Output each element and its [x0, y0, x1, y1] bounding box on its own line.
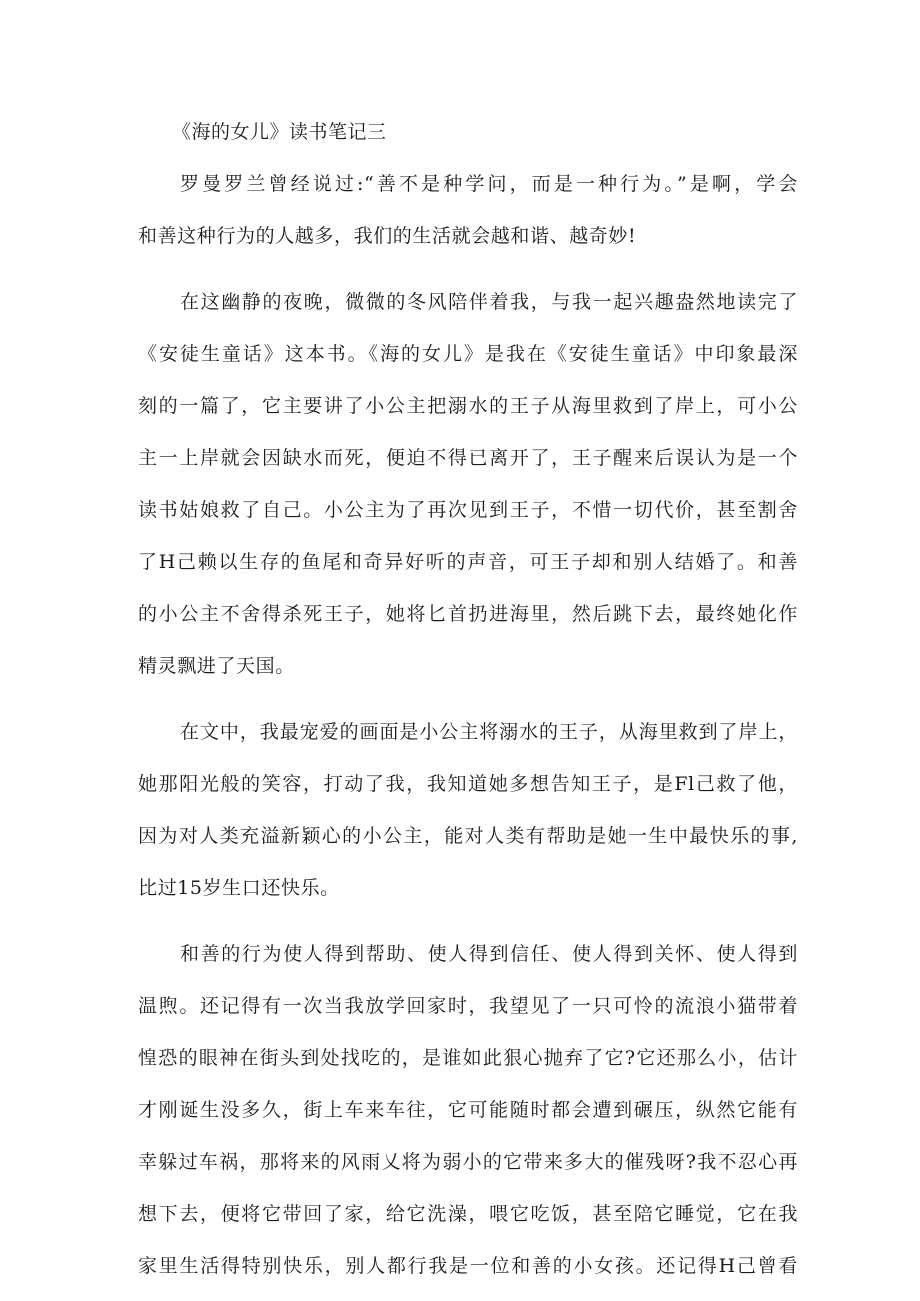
paragraph-2	[138, 276, 798, 692]
paragraph-line: 想下去，便将它带回了家，给它洗澡，喂它吃饭，甚至陪它睡觉，它在我	[138, 1203, 798, 1225]
paragraph-gap	[138, 914, 798, 928]
paragraph-line: 在这幽静的夜晚，微微的冬风陪伴着我，与我一起兴趣盎然地读完了	[180, 291, 798, 313]
paragraph-line: 《安徒生童话》这本书。《海的女儿》是我在《安徒生童话》中印象最深	[138, 343, 798, 365]
paragraph-4	[138, 928, 798, 1292]
paragraph-gap	[138, 262, 798, 276]
paragraph-line: 幸躲过车祸，那将来的风雨乂将为弱小的它带来多大的催残呀?我不忍心再	[138, 1151, 798, 1173]
paragraph-line: 和善的行为使人得到帮助、使人得到信任、使人得到关怀、使人得到	[180, 943, 798, 965]
paragraph-line: 才刚诞生没多久，街上车来车往，它可能随时都会遭到碾压，纵然它能有	[138, 1099, 798, 1121]
document-title: 《海的女儿》读书笔记三	[172, 121, 387, 143]
paragraph-1	[138, 158, 798, 262]
paragraph-line: 家里生活得特别快乐，别人都行我是一位和善的小女孩。还记得H己曾看	[138, 1255, 798, 1277]
paragraph-line: 比过15岁生口还快乐。	[138, 877, 340, 899]
paragraph-line: 温煦。还记得有一次当我放学回家时，我望见了一只可怜的流浪小猫带着	[138, 995, 798, 1017]
paragraph-line: 和善这种行为的人越多，我们的生活就会越和谐、越奇妙!	[138, 225, 637, 247]
paragraph-line: 因为对人类充溢新颖心的小公主，能对人类有帮助是她一生中最快乐的事,	[138, 825, 798, 847]
paragraph-line: 了H己赖以生存的鱼尾和奇异好听的声音，可王子却和别人结婚了。和善	[138, 551, 798, 573]
paragraph-line: 在文中，我最宠爱的画面是小公主将溺水的王子，从海里救到了岸上，	[180, 721, 798, 743]
paragraph-line: 罗曼罗兰曾经说过:“善不是种学问，而是一种行为。”是啊，学会	[180, 173, 798, 195]
paragraph-3	[138, 706, 798, 914]
paragraph-gap	[138, 692, 798, 706]
document-page	[138, 106, 798, 1292]
paragraph-line: 主一上岸就会因缺水而死，便迫不得已离开了，王子醒来后误认为是一个	[138, 447, 798, 469]
paragraph-line: 惶恐的眼神在街头到处找吃的，是谁如此狠心抛弃了它?它还那么小，估计	[138, 1047, 798, 1069]
paragraph-line: 的小公主不舍得杀死王子，她将匕首扔进海里，然后跳下去，最终她化作	[138, 603, 798, 625]
paragraph-line: 刻的一篇了，它主要讲了小公主把溺水的王子从海里救到了岸上，可小公	[138, 395, 798, 417]
paragraph-line: 精灵飘进了天国。	[138, 655, 295, 677]
paragraph-line: 她那阳光般的笑容，打动了我，我知道她多想告知王子，是Fl己救了他，	[138, 773, 798, 795]
paragraph-line: 读书姑娘救了自己。小公主为了再次见到王子，不惜一切代价，甚至割舍	[138, 499, 798, 521]
